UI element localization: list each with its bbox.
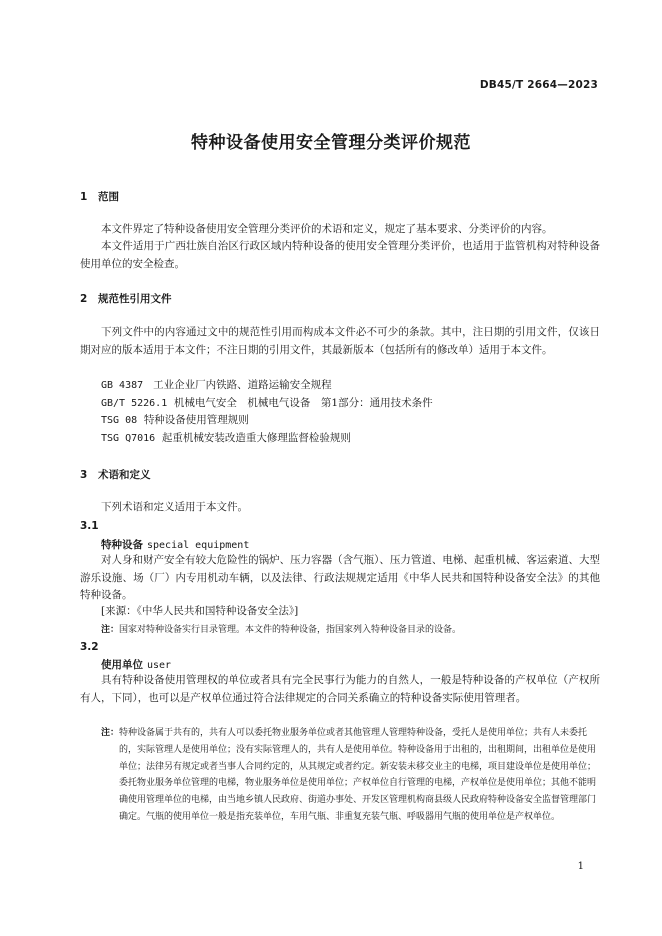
term-source: [来源：《中华人民共和国特种设备安全法》] [101,605,299,617]
reference-item [101,395,433,413]
page-number: 1 [577,861,584,872]
paragraph: 下列文件中的内容通过文中的规范性引用而构成本文件必不可少的条款。其中，注日期的引用文件，仅该日期对应的版本适用于本文件；不注日期的引用文件，其最新版本（包括所有的修改单）适用于本文件。 [80,326,600,356]
term-note [101,725,601,826]
section-intro: 下列术语和定义适用于本文件。 [101,501,248,513]
reference-code: GB/T 5226.1 [101,398,168,409]
term-english: special equipment [147,540,250,551]
note-text: 国家对特种设备实行目录管理。本文件的特种设备，指国家列入特种设备目录的设备。 [119,625,462,635]
term-chinese: 使用单位 [101,659,143,671]
reference-code: TSG 08 [101,415,138,426]
term-heading [101,537,249,552]
section-title: 术语和定义 [98,469,151,481]
section-heading-normative-references [80,291,172,306]
section-number: 1 [80,191,88,203]
paragraph: 本文件适用于广西壮族自治区行政区域内特种设备的使用安全管理分类评价，也适用于监管机构对特种设备使用单位的安全检查。 [80,240,600,270]
term-heading [101,657,171,672]
section-heading-scope [80,189,119,204]
term-english: user [147,660,172,671]
reference-title: 工业企业厂内铁路、道路运输安全规程 [153,379,332,391]
reference-code: GB 4387 [101,380,144,391]
section-title: 范围 [98,191,119,203]
reference-title: 起重机械安装改造重大修理监督检验规则 [161,432,351,444]
note-text: 特种设备属于共有的，共有人可以委托物业服务单位或者其他管理人管理特种设备，受托人是使用单位；共有人未委托的，实际管理人是使用单位；没有实际管理人的，共有人是使用单位。特种设备用于出租的，出租期间，出租单位是使用单位；法律另有规定或者当事人合同约定的，从其规定或者约定。新安装未移交业主的电梯，项目建设单位是使用单位；委托物业服务单位管理的电梯，物业服务单位是使用单位；产权单位自行管理的电梯，产权单位是使用单位；其他不能明确使用管理单位的电梯，由当地乡镇人民政府、街道办事处、开发区管理机构商县级人民政府特种设备安全监督管理部门确定。气瓶的使用单位一般是指充装单位，车用气瓶、非重复充装气瓶、呼吸器用气瓶的使用单位是产权单位。 [119,728,597,822]
reference-item [101,377,332,395]
term-definition: 对人身和财产安全有较大危险性的锅炉、压力容器（含气瓶）、压力管道、电梯、起重机械、客运索道、大型游乐设施、场（厂）内专用机动车辆，以及法律、行政法规规定适用《中华人民共和国特种设备安全法》的其他特种设备。 [80,554,600,601]
clause-number: 3.1 [80,520,99,532]
clause-number: 3.2 [80,641,99,653]
standard-code: DB45/T 2664—2023 [479,79,598,91]
reference-item [101,412,249,430]
term-chinese: 特种设备 [101,539,143,551]
reference-title: 特种设备使用管理规则 [143,414,249,426]
note-label: 注： [101,728,120,738]
reference-title: 机械电气安全 机械电气设备 第1部分：通用技术条件 [173,397,433,409]
term-note [101,622,601,639]
section-title: 规范性引用文件 [98,293,172,305]
term-definition: 具有特种设备使用管理权的单位或者具有完全民事行为能力的自然人，一般是特种设备的产权单位（产权所有人，下同），也可以是产权单位通过符合法律规定的合同关系确立的特种设备实际使用管理者。 [80,674,600,704]
paragraph: 本文件界定了特种设备使用安全管理分类评价的术语和定义，规定了基本要求、分类评价的内容。 [101,223,553,235]
document-title: 特种设备使用安全管理分类评价规范 [191,133,471,153]
section-heading-terms [80,467,151,482]
section-number: 3 [80,469,88,481]
reference-code: TSG Q7016 [101,433,156,444]
note-label: 注： [101,625,120,635]
reference-item [101,430,351,448]
section-number: 2 [80,293,88,305]
